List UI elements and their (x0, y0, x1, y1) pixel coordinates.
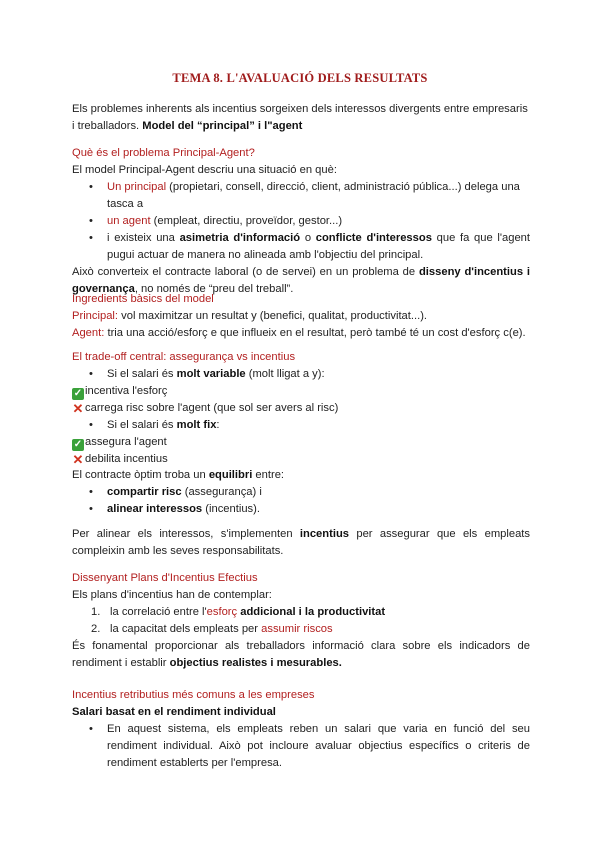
equilibrium-lead: El contracte òptim troba un equilibri entre: (72, 469, 285, 481)
bullet-icon: • (89, 486, 93, 498)
bullet-icon: • (89, 232, 93, 244)
section-lead: Els plans d'incentius han de contemplar: (72, 589, 272, 601)
section-heading: El trade-off central: assegurança vs incentius (72, 351, 296, 363)
list-item: • alinear interessos (incentius). (72, 501, 530, 518)
align-paragraph: Per alinear els interessos, s'implementen incentius per assegurar que els empleats compleixin amb les seves responsabilitats. (72, 528, 530, 557)
section-tradeoff (72, 349, 530, 468)
check-icon: ✓ (73, 388, 83, 399)
section-principal-agent (72, 145, 530, 298)
cross-icon: ✕ (72, 401, 84, 416)
section-incentive-plans (72, 570, 530, 672)
subheading: Salari basat en el rendiment individual (72, 706, 276, 718)
check-icon: ✓ (73, 439, 83, 450)
bullet-icon: • (89, 181, 93, 193)
page-title: TEMA 8. L'AVALUACIÓ DELS RESULTATS (172, 71, 428, 85)
intro-text: Els problemes inherents als incentius sorgeixen dels interessos divergents entre empresaris i treballadors. (72, 103, 528, 132)
numbered-item: 2. la capacitat dels empleats per assumir riscos (91, 623, 333, 635)
section-heading: Incentius retributius més comuns a les empreses (72, 689, 315, 701)
bullet-icon: • (89, 215, 93, 227)
section-paragraph: És fonamental proporcionar als treballadors informació clara sobre els indicadors de rendiment i establir objectius realistes i mesurables. (72, 640, 530, 669)
con-item: ✕ carrega risc sobre l'agent (que sol ser avers al risc) (72, 401, 339, 416)
intro-bold: Model del “principal” i l"agent (142, 120, 303, 132)
con-item: ✕ debilita incentius (72, 452, 168, 467)
list-item: • Si el salari és molt fix: (72, 417, 530, 434)
list-item: • Un principal (propietari, consell, direcció, client, administració pública...) delega una tasca a (89, 181, 520, 210)
section-heading: Què és el problema Principal-Agent? (72, 147, 255, 159)
list-item: • un agent (empleat, directiu, proveïdor, gestor...) (72, 213, 530, 230)
list-item: • i existeix una asimetria d'informació o conflicte d'interessos que fa que l'agent pugui actuar de manera no alineada amb l'objectiu del principal. (89, 232, 531, 261)
section-paragraph: Això converteix el contracte laboral (o de servei) en un problema de disseny d'incentius i governança, no només de “preu del treball”. (72, 266, 531, 295)
bullet-icon: • (89, 419, 93, 431)
bullet-icon: • (89, 368, 93, 380)
list-item: • Si el salari és molt variable (molt lligat a y): (72, 366, 530, 383)
section-lead: El model Principal-Agent descriu una situació en què: (72, 164, 337, 176)
bullet-icon: • (89, 723, 93, 735)
cross-icon: ✕ (72, 452, 84, 467)
list-item: • En aquest sistema, els empleats reben un salari que varia en funció del seu rendiment individual. Això pot incloure avaluar objectius específics o criteris de rendiment establerts per l'empresa. (89, 723, 530, 769)
section-ingredients (72, 291, 530, 342)
bullet-icon: • (89, 503, 93, 515)
section-heading: Dissenyant Plans d'Incentius Efectius (72, 572, 258, 584)
definition-agent: Agent: tria una acció/esforç e que influeix en el resultat, però també té un cost d'esforç c(e). (72, 327, 526, 339)
list-item: • compartir risc (assegurança) i (72, 484, 530, 501)
section-common-incentives (72, 687, 530, 772)
pro-item: ✓ incentiva l'esforç (73, 385, 168, 399)
numbered-item: 1. la correlació entre l'esforç addicional i la productivitat (91, 606, 386, 618)
intro-paragraph (72, 101, 530, 135)
equilibrium-block (72, 467, 530, 518)
definition-principal: Principal: vol maximitzar un resultat y (benefici, qualitat, productivitat...). (72, 310, 428, 322)
pro-item: ✓ assegura l'agent (73, 436, 167, 450)
section-heading: Ingredients bàsics del model (72, 293, 214, 305)
